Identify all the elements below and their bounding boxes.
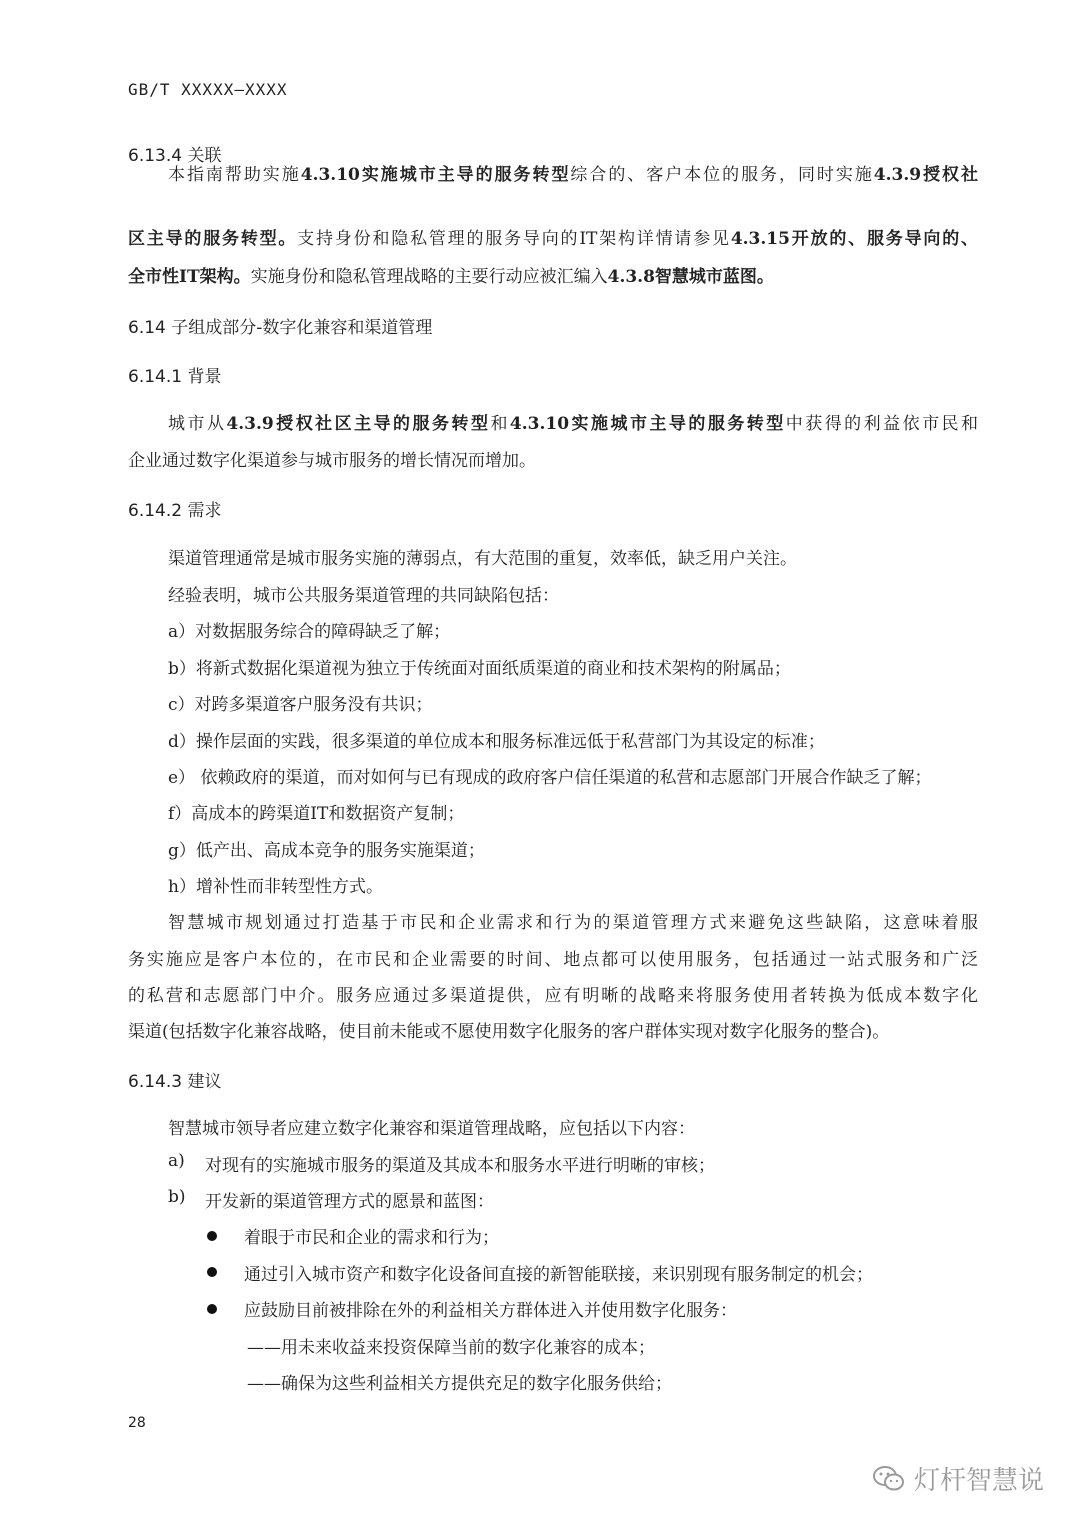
list-item: e） 依赖政府的渠道，而对如何与已有现成的政府客户信任渠道的私营和志愿部门开展合作缺乏了解；: [168, 768, 932, 788]
paragraph-line: 区主导的服务转型。支持身份和隐私管理的服务导向的IT架构详情请参见4.3.15开放的、服务导向的、: [128, 229, 979, 249]
list-item-label: a): [168, 1151, 185, 1171]
bullet-icon: [207, 1231, 217, 1241]
standard-code: GB/T XXXXX—XXXX: [128, 80, 288, 99]
watermark: [872, 1460, 1044, 1497]
paragraph-line: 城市从4.3.9授权社区主导的服务转型和4.3.10实施城市主导的服务转型中获得的利益依市民和: [168, 414, 979, 434]
paragraph-line: 全市性IT架构。实施身份和隐私管理战略的主要行动应被汇编入4.3.8智慧城市蓝图。: [128, 267, 774, 287]
section-heading-6-13-4: 6.13.4 关联: [128, 146, 222, 166]
list-item: h）增补性而非转型性方式。: [168, 877, 383, 897]
list-item-label: b): [168, 1187, 186, 1207]
wechat-icon: [872, 1464, 906, 1494]
paragraph-line: 渠道(包括数字化兼容战略，使目前未能或不愿使用数字化服务的客户群体实现对数字化服务的整合)。: [128, 1022, 890, 1042]
bullet-item: 应鼓励目前被排除在外的利益相关方群体进入并使用数字化服务：: [244, 1301, 737, 1321]
list-item: c）对跨多渠道客户服务没有共识；: [168, 695, 433, 715]
paragraph-line: 企业通过数字化渠道参与城市服务的增长情况而增加。: [128, 451, 536, 471]
paragraph-line: 的私营和志愿部门中介。服务应通过多渠道提供，应有明晰的战略来将服务使用者转换为低成本数字化: [128, 986, 978, 1006]
reference-link: 区主导的服务转型。: [128, 229, 298, 249]
reference-link: 4.3.15开放的、服务导向的、: [730, 229, 979, 249]
dash-item: ——确保为这些利益相关方提供充足的数字化服务供给；: [247, 1374, 672, 1394]
bullet-icon: [207, 1267, 217, 1277]
bullet-item: 着眼于市民和企业的需求和行为；: [244, 1228, 499, 1248]
reference-link: 4.3.9授权社: [873, 165, 979, 185]
paragraph-line: 智慧城市领导者应建立数字化兼容和渠道管理战略，应包括以下内容：: [168, 1119, 695, 1139]
reference-link: 全市性IT架构。: [128, 267, 251, 287]
paragraph-line: 智慧城市规划通过打造基于市民和企业需求和行为的渠道管理方式来避免这些缺陷，这意味着服: [168, 913, 978, 933]
paragraph-line: 渠道管理通常是城市服务实施的薄弱点，有大范围的重复，效率低，缺乏用户关注。: [168, 549, 797, 569]
paragraph-line: 经验表明，城市公共服务渠道管理的共同缺陷包括：: [168, 586, 559, 606]
reference-link: 4.3.10实施城市主导的服务转型: [509, 414, 786, 434]
section-heading-6-14: 6.14 子组成部分-数字化兼容和渠道管理: [128, 318, 433, 338]
list-item: 对现有的实施城市服务的渠道及其成本和服务水平进行明晰的审核；: [205, 1156, 715, 1176]
paragraph-line: 本指南帮助实施4.3.10实施城市主导的服务转型综合的、客户本位的服务，同时实施4.3.9授权社: [168, 165, 979, 185]
bullet-item: 通过引入城市资产和数字化设备间直接的新智能联接，来识别现有服务制定的机会；: [244, 1265, 873, 1285]
watermark-text: 灯杆智慧说: [914, 1466, 1045, 1496]
page-number: 28: [128, 1415, 146, 1431]
list-item: b）将新式数据化渠道视为独立于传统面对面纸质渠道的商业和技术架构的附属品；: [168, 659, 791, 679]
section-heading-6-14-2: 6.14.2 需求: [128, 501, 222, 521]
list-item: g）低产出、高成本竞争的服务实施渠道；: [168, 841, 485, 861]
bullet-icon: [207, 1304, 217, 1314]
paragraph-line: 务实施应是客户本位的，在市民和企业需要的时间、地点都可以使用服务，包括通过一站式服务和广泛: [128, 950, 978, 970]
list-item: f）高成本的跨渠道IT和数据资产复制；: [168, 804, 465, 824]
reference-link: 4.3.10实施城市主导的服务转型: [300, 165, 571, 185]
list-item: 开发新的渠道管理方式的愿景和蓝图：: [205, 1192, 494, 1212]
list-item: d）操作层面的实践，很多渠道的单位成本和服务标准远低于私营部门为其设定的标准；: [168, 732, 825, 752]
list-item: a）对数据服务综合的障碍缺乏了解；: [168, 622, 451, 642]
dash-item: ——用未来收益来投资保障当前的数字化兼容的成本；: [247, 1338, 655, 1358]
reference-link: 4.3.8智慧城市蓝图。: [607, 267, 774, 287]
reference-link: 4.3.9授权社区主导的服务转型: [226, 414, 491, 434]
section-heading-6-14-1: 6.14.1 背景: [128, 367, 222, 387]
section-heading-6-14-3: 6.14.3 建议: [128, 1072, 222, 1092]
